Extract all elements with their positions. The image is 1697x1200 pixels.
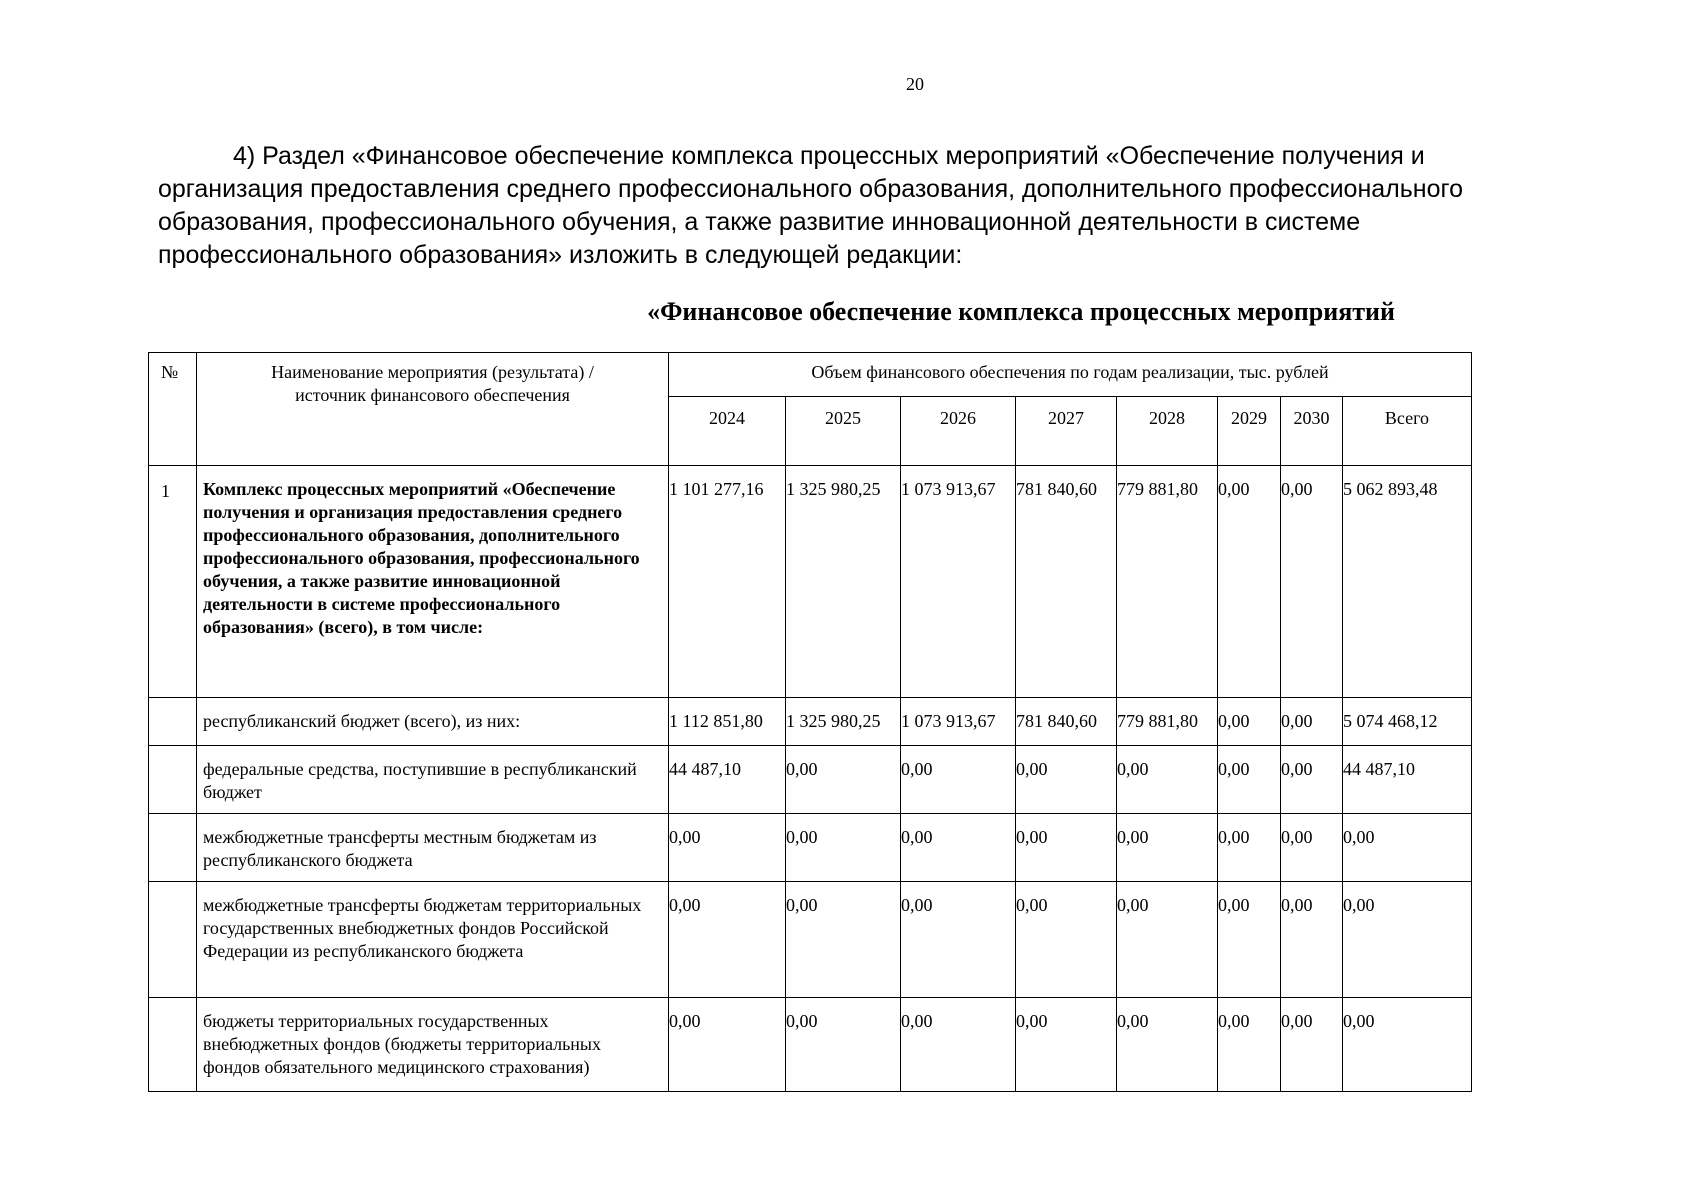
row-value: 0,00 <box>786 814 901 882</box>
row-value: 0,00 <box>1117 814 1218 882</box>
row-value: 0,00 <box>1218 746 1281 814</box>
header-year: 2030 <box>1281 397 1343 466</box>
row-value: 1 101 277,16 <box>669 466 786 698</box>
row-value: 779 881,80 <box>1117 698 1218 746</box>
row-total: 5 074 468,12 <box>1343 698 1472 746</box>
row-value: 0,00 <box>901 882 1016 998</box>
table-row <box>149 698 1472 746</box>
header-year: 2027 <box>1016 397 1117 466</box>
row-num <box>149 814 197 882</box>
row-num <box>149 698 197 746</box>
row-value: 0,00 <box>901 814 1016 882</box>
row-value: 0,00 <box>1281 466 1343 698</box>
table-row <box>149 466 1472 698</box>
row-value: 0,00 <box>1016 814 1117 882</box>
row-total: 0,00 <box>1343 998 1472 1092</box>
row-total: 44 487,10 <box>1343 746 1472 814</box>
header-volume: Объем финансового обеспечения по годам реализации, тыс. рублей <box>669 353 1472 397</box>
row-value: 1 073 913,67 <box>901 466 1016 698</box>
header-row <box>149 353 1472 397</box>
header-year: 2028 <box>1117 397 1218 466</box>
header-num: № <box>149 353 197 466</box>
row-value: 0,00 <box>1117 882 1218 998</box>
row-value: 0,00 <box>1281 998 1343 1092</box>
row-total: 0,00 <box>1343 814 1472 882</box>
row-name: межбюджетные трансферты местным бюджетам из республиканского бюджета <box>197 814 669 882</box>
row-value: 0,00 <box>1281 746 1343 814</box>
row-total: 5 062 893,48 <box>1343 466 1472 698</box>
header-year: 2024 <box>669 397 786 466</box>
header-total: Всего <box>1343 397 1472 466</box>
row-value: 0,00 <box>1016 998 1117 1092</box>
row-value: 0,00 <box>1016 882 1117 998</box>
row-value: 1 325 980,25 <box>786 466 901 698</box>
row-num <box>149 746 197 814</box>
row-value: 0,00 <box>669 882 786 998</box>
row-num <box>149 882 197 998</box>
row-num: 1 <box>149 466 197 698</box>
row-value: 0,00 <box>1218 998 1281 1092</box>
row-name: республиканский бюджет (всего), из них: <box>197 698 669 746</box>
row-value: 779 881,80 <box>1117 466 1218 698</box>
row-value: 781 840,60 <box>1016 698 1117 746</box>
row-value: 0,00 <box>1218 882 1281 998</box>
row-value: 0,00 <box>786 882 901 998</box>
row-name: федеральные средства, поступившие в республиканский бюджет <box>197 746 669 814</box>
row-value: 0,00 <box>1281 814 1343 882</box>
header-name: Наименование мероприятия (результата) / источник финансового обеспечения <box>197 353 669 466</box>
row-name: бюджеты территориальных государственных внебюджетных фондов (бюджеты территориальных фондов обязательного медицинского страхования) <box>197 998 669 1092</box>
financing-table <box>148 352 1472 1092</box>
row-total: 0,00 <box>1343 882 1472 998</box>
row-value: 0,00 <box>1016 746 1117 814</box>
row-value: 1 325 980,25 <box>786 698 901 746</box>
header-year: 2029 <box>1218 397 1281 466</box>
row-value: 1 112 851,80 <box>669 698 786 746</box>
header-year: 2026 <box>901 397 1016 466</box>
row-value: 0,00 <box>901 998 1016 1092</box>
row-value: 0,00 <box>1117 746 1218 814</box>
row-value: 0,00 <box>786 998 901 1092</box>
intro-paragraph: 4) Раздел «Финансовое обеспечение комплекса процессных мероприятий «Обеспечение получения и организация предоставления среднего профессионального образования, дополнительного профессионального образования, профессионального обучения, а также развитие инновационной деятельности в системе профессионального образования» изложить в следующей редакции: <box>158 142 1463 269</box>
row-value: 0,00 <box>901 746 1016 814</box>
row-value: 0,00 <box>786 746 901 814</box>
table-row <box>149 746 1472 814</box>
row-name: межбюджетные трансферты бюджетам территориальных государственных внебюджетных фондов Российской Федерации из республиканского бюджета <box>197 882 669 998</box>
row-value: 0,00 <box>1218 814 1281 882</box>
row-value: 0,00 <box>669 998 786 1092</box>
row-value: 44 487,10 <box>669 746 786 814</box>
row-value: 0,00 <box>1281 882 1343 998</box>
row-value: 781 840,60 <box>1016 466 1117 698</box>
row-value: 1 073 913,67 <box>901 698 1016 746</box>
row-value: 0,00 <box>1281 698 1343 746</box>
table-row <box>149 814 1472 882</box>
table-title: «Финансовое обеспечение комплекса процессных мероприятий <box>647 297 1395 326</box>
table-row <box>149 998 1472 1092</box>
row-value: 0,00 <box>1218 698 1281 746</box>
row-value: 0,00 <box>1218 466 1281 698</box>
row-name: Комплекс процессных мероприятий «Обеспечение получения и организация предоставления среднего профессионального образования, дополнительного профессионального образования, профессионального обучения, а также развитие инновационной деятельности в системе профессионального образования» (всего), в том числе: <box>197 466 669 698</box>
header-year: 2025 <box>786 397 901 466</box>
row-value: 0,00 <box>669 814 786 882</box>
row-value: 0,00 <box>1117 998 1218 1092</box>
table-row <box>149 882 1472 998</box>
row-num <box>149 998 197 1092</box>
page-number: 20 <box>906 74 924 94</box>
